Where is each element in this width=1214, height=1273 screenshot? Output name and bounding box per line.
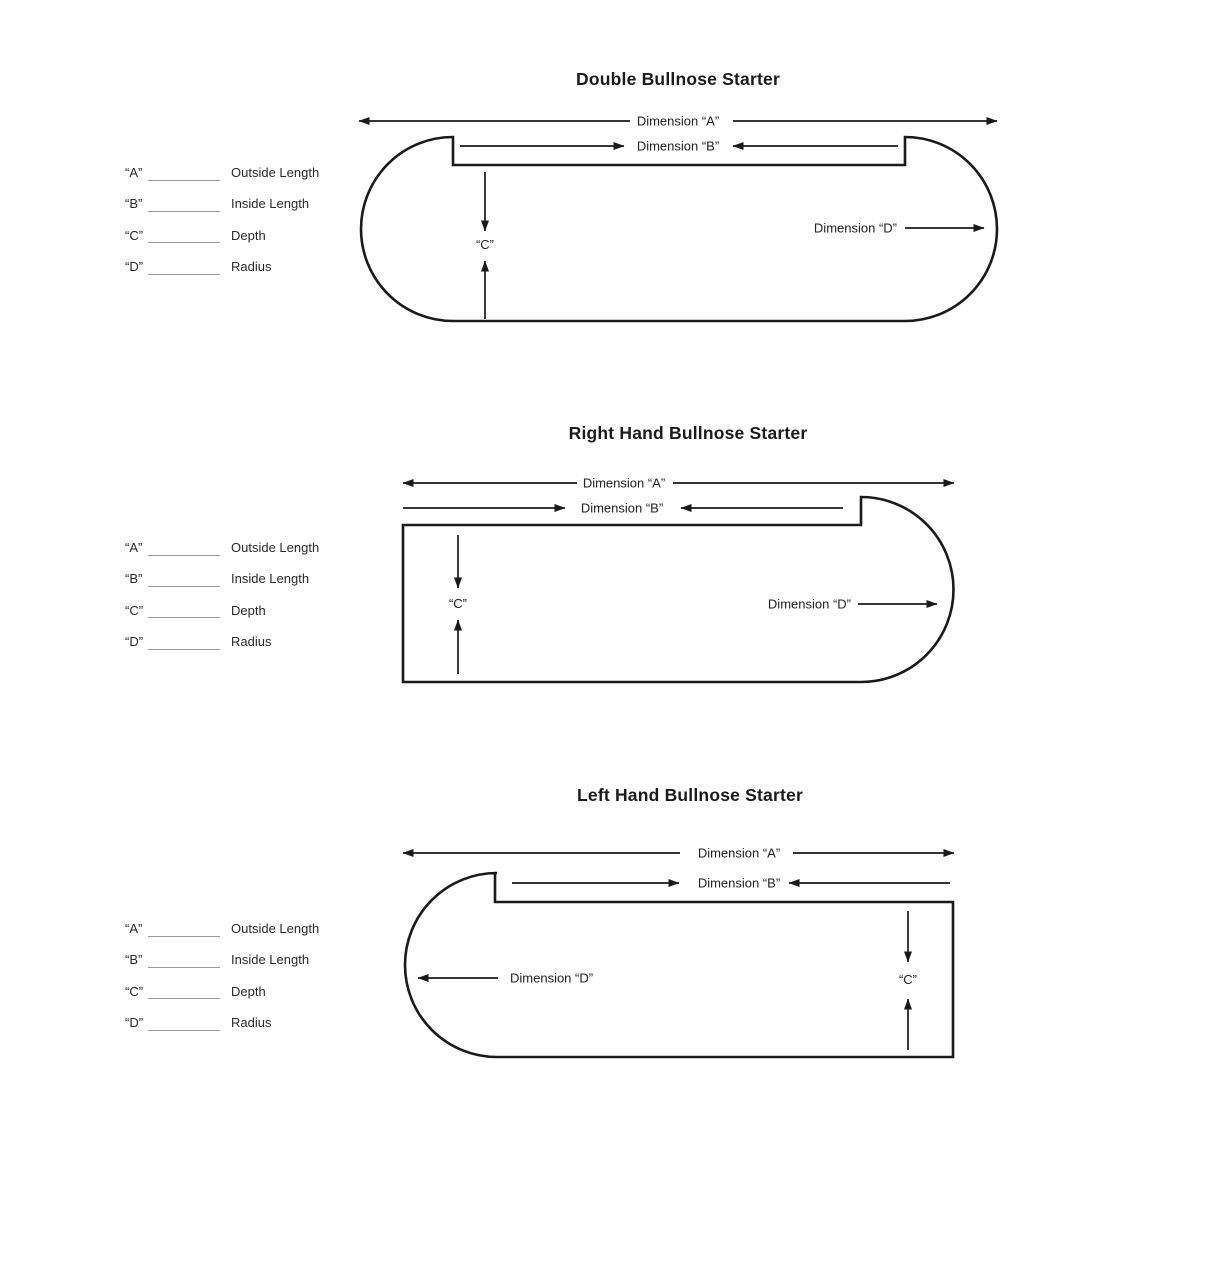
legend-desc: Depth bbox=[231, 602, 266, 618]
legend-key: “B” bbox=[125, 571, 143, 587]
legend-desc: Radius bbox=[231, 259, 272, 275]
legend-key: “A” bbox=[125, 165, 143, 180]
diagram-title-left-hand-bullnose: Left Hand Bullnose Starter bbox=[577, 785, 803, 805]
dimension-a-label: Dimension “A” bbox=[697, 845, 781, 861]
legend-key: “C” bbox=[125, 227, 144, 243]
diagram-title-right-hand-bullnose: Right Hand Bullnose Starter bbox=[568, 423, 808, 443]
legend-key: “A” bbox=[125, 921, 143, 936]
left-hand-bullnose-diagram bbox=[403, 846, 954, 1058]
dimension-b-label: Dimension “B” bbox=[580, 500, 664, 516]
legend-desc: Inside Length bbox=[231, 952, 310, 968]
right-hand-bullnose-diagram bbox=[403, 476, 954, 683]
tread-outline bbox=[403, 497, 954, 682]
double-bullnose-diagram bbox=[359, 114, 997, 322]
radius-label: Dimension “D” bbox=[813, 220, 897, 236]
legend-desc: Inside Length bbox=[231, 571, 310, 587]
dimension-b-label: Dimension “B” bbox=[697, 875, 781, 891]
legend-desc: Outside Length bbox=[231, 540, 320, 555]
legend-key: “D” bbox=[125, 259, 144, 275]
dimension-a-label: Dimension “A” bbox=[582, 475, 666, 491]
tread-outline bbox=[361, 137, 997, 321]
legend-desc: Inside Length bbox=[231, 196, 310, 212]
legend-desc: Outside Length bbox=[231, 165, 320, 180]
legend-key: “A” bbox=[125, 540, 143, 555]
legend-desc: Radius bbox=[231, 634, 272, 650]
depth-label: “C” bbox=[475, 237, 495, 252]
legend-key: “B” bbox=[125, 196, 143, 212]
diagram-title-double-bullnose: Double Bullnose Starter bbox=[576, 69, 780, 89]
dimension-b-label: Dimension “B” bbox=[636, 138, 720, 154]
legend-key: “C” bbox=[125, 983, 144, 999]
legend-key: “C” bbox=[125, 602, 144, 618]
depth-label: “C” bbox=[448, 596, 468, 611]
depth-label: “C” bbox=[898, 972, 918, 987]
legend-desc: Radius bbox=[231, 1015, 272, 1031]
legend-key: “B” bbox=[125, 952, 143, 968]
radius-label: Dimension “D” bbox=[767, 596, 851, 612]
legend-key: “D” bbox=[125, 634, 144, 650]
legend-desc: Depth bbox=[231, 227, 266, 243]
legend-desc: Outside Length bbox=[231, 921, 320, 936]
dimension-a-label: Dimension “A” bbox=[636, 113, 720, 129]
tread-outline bbox=[405, 873, 953, 1057]
legend-desc: Depth bbox=[231, 983, 266, 999]
radius-label: Dimension “D” bbox=[510, 970, 594, 986]
legend-key: “D” bbox=[125, 1015, 144, 1031]
